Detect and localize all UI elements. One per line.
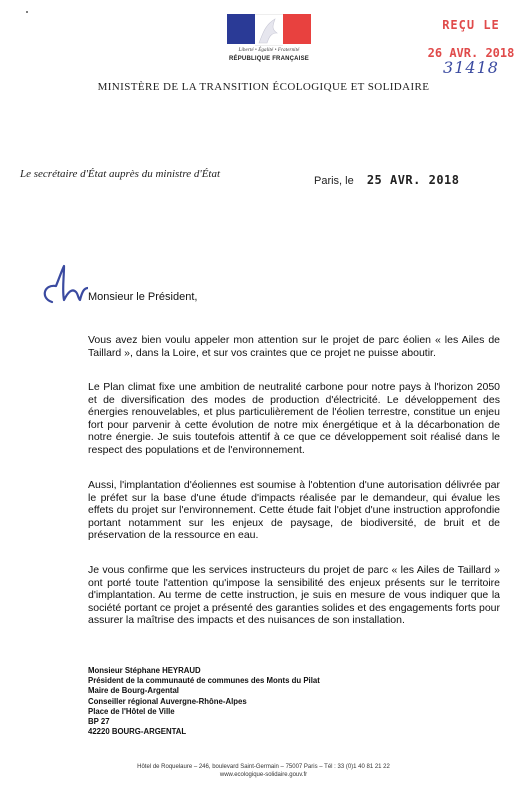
recipient-line: 42220 BOURG-ARGENTAL bbox=[88, 727, 187, 737]
republic-name: RÉPUBLIQUE FRANÇAISE bbox=[228, 56, 309, 62]
body-paragraph: Je vous confirme que les services instructeurs du projet de parc « les Ailes de Taillard » ont porté toute l'attention qu'impose la sensibilité des enjeux présents sur le territoire d'implantation. Au terme de cette instruction, je suis en mesure de vous indiquer que la société portant ce projet a présenté des garanties solides et des engagements forts pour assurer la maîtrise des impacts et des nuisances de son installation. bbox=[88, 564, 500, 627]
body-paragraph: Le Plan climat fixe une ambition de neutralité carbone pour notre pays à l'horizon 2050 et de diversification des modes de production d'électricité. Le développement des énergies renouvelables, et plus particulièrement de l'éolien terrestre, constitue un enjeu fort pour parvenir à cette évolution de notre mix énergétique et à la décarbonation de notre énergie. Je suis toutefois attentif à ce que ce développement soit réalisé dans le respect des populations et de l'environnement. bbox=[88, 381, 500, 456]
place: Paris, le bbox=[314, 175, 354, 187]
republique-francaise-logo bbox=[224, 14, 314, 63]
scan-speck bbox=[26, 11, 28, 13]
recipient-line: Place de l'Hôtel de Ville bbox=[88, 706, 175, 716]
reference-number: 31418 bbox=[443, 58, 499, 77]
received-date: 26 AVR. 2018 bbox=[427, 46, 515, 60]
recipient-line: BP 27 bbox=[88, 717, 110, 727]
marianne-flag-icon bbox=[224, 14, 314, 44]
body-paragraph: Vous avez bien voulu appeler mon attention sur le projet de parc éolien « les Ailes de Taillard », dans la Loire, et sur vos craintes que ce projet ne puisse aboutir. bbox=[88, 334, 500, 359]
place-date bbox=[314, 173, 460, 187]
letter-date: 25 AVR. 2018 bbox=[366, 173, 460, 187]
ministry-title: MINISTÈRE DE LA TRANSITION ÉCOLOGIQUE ET SOLIDAIRE bbox=[97, 81, 430, 93]
recipient-address bbox=[88, 666, 320, 737]
footer-website: www.ecologique-solidaire.gouv.fr bbox=[219, 772, 308, 778]
recipient-line: Président de la communauté de communes des Monts du Pilat bbox=[88, 676, 320, 686]
recipient-line: Monsieur Stéphane HEYRAUD bbox=[88, 666, 201, 675]
received-label: REÇU LE bbox=[442, 18, 500, 32]
sender-title: Le secrétaire d'État auprès du ministre d'État bbox=[20, 168, 221, 180]
recipient-line: Conseiller régional Auvergne-Rhône-Alpes bbox=[88, 696, 247, 706]
footer-address: Hôtel de Roquelaure – 246, boulevard Saint-Germain – 75007 Paris – Tél : 33 (0)1 40 81 21 22 bbox=[137, 764, 390, 770]
handwritten-initial-icon bbox=[38, 262, 88, 312]
recipient-line: Maire de Bourg-Argental bbox=[88, 686, 179, 696]
motto: Liberté • Égalité • Fraternité bbox=[238, 48, 300, 53]
salutation: Monsieur le Président, bbox=[88, 291, 198, 303]
footer bbox=[0, 763, 527, 779]
received-stamp bbox=[426, 18, 516, 77]
body-paragraph: Aussi, l'implantation d'éoliennes est soumise à l'obtention d'une autorisation délivrée par le préfet sur la base d'une étude d'impacts réalisée par le demandeur, qui évalue les effets du projet sur l'environnement. Cette étude fait l'objet d'une instruction approfondie portant notamment sur les enjeux de paysage, de biodiversité, de bruit et de préservation de la ressource en eau. bbox=[88, 479, 500, 542]
